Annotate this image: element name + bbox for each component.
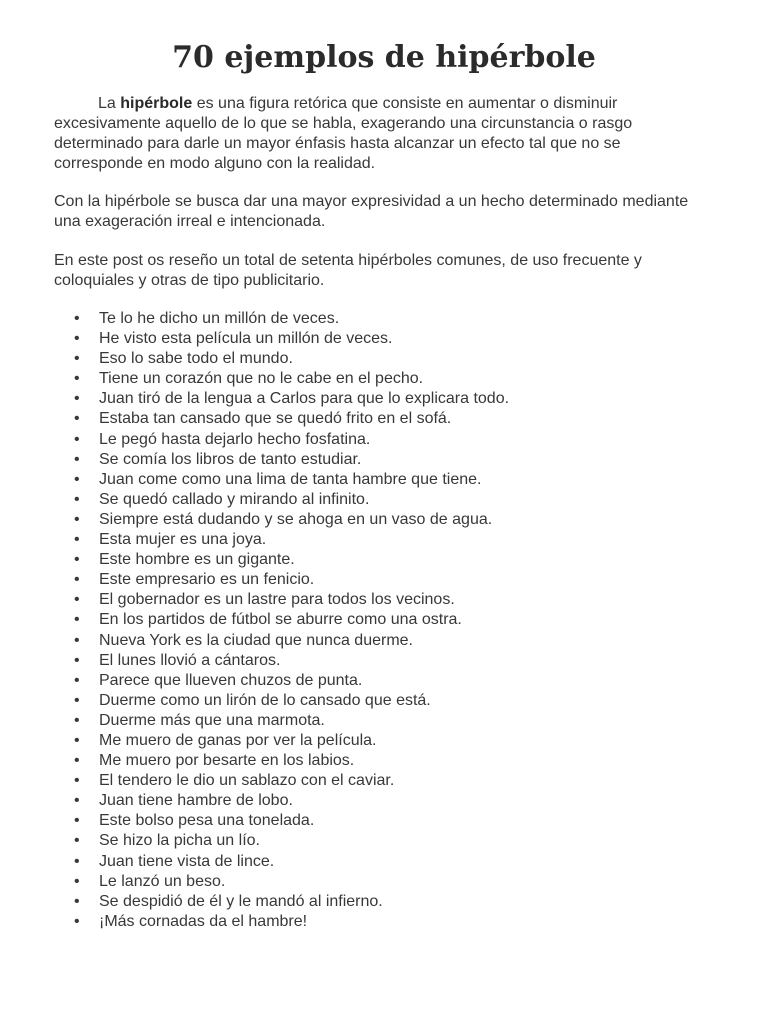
list-item <box>0 430 509 450</box>
bullet-icon: • <box>74 691 80 709</box>
list-item <box>0 631 509 651</box>
list-item-text: Me muero de ganas por ver la película. <box>99 731 377 749</box>
list-item <box>0 389 509 409</box>
bullet-icon: • <box>74 551 80 569</box>
list-item-text: Duerme más que una marmota. <box>99 711 325 729</box>
list-item-text: Siempre está dudando y se ahoga en un vaso de agua. <box>99 510 493 528</box>
list-item <box>0 510 509 530</box>
list-item-text: Estaba tan cansado que se quedó frito en el sofá. <box>99 410 452 428</box>
bullet-icon: • <box>74 390 80 408</box>
list-item <box>0 369 509 389</box>
intro-term: hipérbole <box>120 95 193 112</box>
list-item <box>0 852 509 872</box>
list-item-text: Este hombre es un gigante. <box>99 551 295 569</box>
bullet-icon: • <box>74 450 80 468</box>
bullet-icon: • <box>74 832 80 850</box>
list-item-text: El gobernador es un lastre para todos los vecinos. <box>99 591 455 609</box>
page-title: 70 ejemplos de hipérbole <box>172 40 596 75</box>
list-item-text: Este bolso pesa una tonelada. <box>99 812 315 830</box>
bullet-icon: • <box>74 731 80 749</box>
post-summary-paragraph: En este post os reseño un total de setenta hipérboles comunes, de uso frecuente y coloquiales y otras de tipo publicitario. <box>54 252 642 289</box>
bullet-icon: • <box>74 310 80 327</box>
list-item-text: Te lo he dicho un millón de veces. <box>99 310 340 327</box>
list-item-text: Le pegó hasta dejarlo hecho fosfatina. <box>99 430 371 448</box>
list-item <box>0 751 509 771</box>
list-item <box>0 570 509 590</box>
list-item <box>0 791 509 811</box>
intro-lead: La <box>98 95 121 112</box>
list-item <box>0 711 509 731</box>
list-item-text: Eso lo sabe todo el mundo. <box>99 350 293 368</box>
list-item <box>0 731 509 751</box>
list-item-text: ¡Más cornadas da el hambre! <box>99 912 308 930</box>
intro-paragraph <box>54 94 694 174</box>
bullet-icon: • <box>74 711 80 729</box>
list-item-text: Juan tiró de la lengua a Carlos para que lo explicara todo. <box>99 390 510 408</box>
bullet-icon: • <box>74 591 80 609</box>
bullet-icon: • <box>74 510 80 528</box>
list-item-text: Se comía los libros de tanto estudiar. <box>99 450 362 468</box>
list-item <box>0 691 509 711</box>
bullet-icon: • <box>74 531 80 549</box>
list-item <box>0 550 509 570</box>
list-item-text: Se despidió de él y le mandó al infierno. <box>99 892 383 910</box>
bullet-icon: • <box>74 892 80 910</box>
list-item <box>0 490 509 510</box>
list-item-text: Duerme como un lirón de lo cansado que está. <box>99 691 431 709</box>
list-item <box>0 811 509 831</box>
list-item-text: Juan come como una lima de tanta hambre que tiene. <box>99 470 482 488</box>
list-item <box>0 309 509 329</box>
list-item <box>0 771 509 791</box>
list-item-text: El lunes llovió a cántaros. <box>99 651 281 669</box>
list-item-text: Se hizo la picha un lío. <box>99 832 260 850</box>
list-item <box>0 349 509 369</box>
list-item-text: Parece que llueven chuzos de punta. <box>99 671 363 689</box>
list-item-text: Nueva York es la ciudad que nunca duerme. <box>99 631 413 649</box>
bullet-icon: • <box>74 611 80 629</box>
bullet-icon: • <box>74 651 80 669</box>
list-item <box>0 610 509 630</box>
bullet-icon: • <box>74 772 80 790</box>
bullet-icon: • <box>74 490 80 508</box>
list-item-text: Juan tiene vista de lince. <box>99 852 275 870</box>
list-item <box>0 831 509 851</box>
bullet-icon: • <box>74 912 80 930</box>
intro-rest: es una figura retórica que consiste en aumentar o disminuir excesivamente aquello de lo que se habla, exagerando una circunstancia o rasgo determinado para darle un mayor énfasis hasta alcanzar un efecto tal que no se corresponde en modo alguno con la realidad. <box>54 95 633 172</box>
purpose-paragraph: Con la hipérbole se busca dar una mayor expresividad a un hecho determinado mediante una exageración irreal e intencionada. <box>54 193 689 230</box>
bullet-icon: • <box>74 812 80 830</box>
list-item <box>0 872 509 892</box>
list-item-text: Se quedó callado y mirando al infinito. <box>99 490 370 508</box>
bullet-icon: • <box>74 631 80 649</box>
list-item-text: Le lanzó un beso. <box>99 872 226 890</box>
list-item-text: Juan tiene hambre de lobo. <box>99 792 293 810</box>
list-item <box>0 651 509 671</box>
bullet-icon: • <box>74 430 80 448</box>
list-item <box>0 329 509 349</box>
list-item <box>0 892 509 912</box>
list-item <box>0 470 509 490</box>
bullet-icon: • <box>74 470 80 488</box>
list-item-text: Tiene un corazón que no le cabe en el pecho. <box>99 370 424 388</box>
examples-list <box>0 309 509 932</box>
bullet-icon: • <box>74 852 80 870</box>
bullet-icon: • <box>74 752 80 770</box>
list-item <box>0 671 509 691</box>
list-item-text: Esta mujer es una joya. <box>99 531 267 549</box>
list-item <box>0 590 509 610</box>
list-item-text: Este empresario es un fenicio. <box>99 571 315 589</box>
bullet-icon: • <box>74 330 80 348</box>
bullet-icon: • <box>74 350 80 368</box>
list-item-text: El tendero le dio un sablazo con el caviar. <box>99 772 395 790</box>
bullet-icon: • <box>74 792 80 810</box>
list-item <box>0 409 509 429</box>
list-item-text: En los partidos de fútbol se aburre como una ostra. <box>99 611 462 629</box>
bullet-icon: • <box>74 671 80 689</box>
list-item-text: Me muero por besarte en los labios. <box>99 752 355 770</box>
list-item-text: He visto esta película un millón de veces. <box>99 330 393 348</box>
list-item <box>0 450 509 470</box>
bullet-icon: • <box>74 872 80 890</box>
bullet-icon: • <box>74 571 80 589</box>
bullet-icon: • <box>74 410 80 428</box>
list-item <box>0 912 509 932</box>
list-item <box>0 530 509 550</box>
bullet-icon: • <box>74 370 80 388</box>
